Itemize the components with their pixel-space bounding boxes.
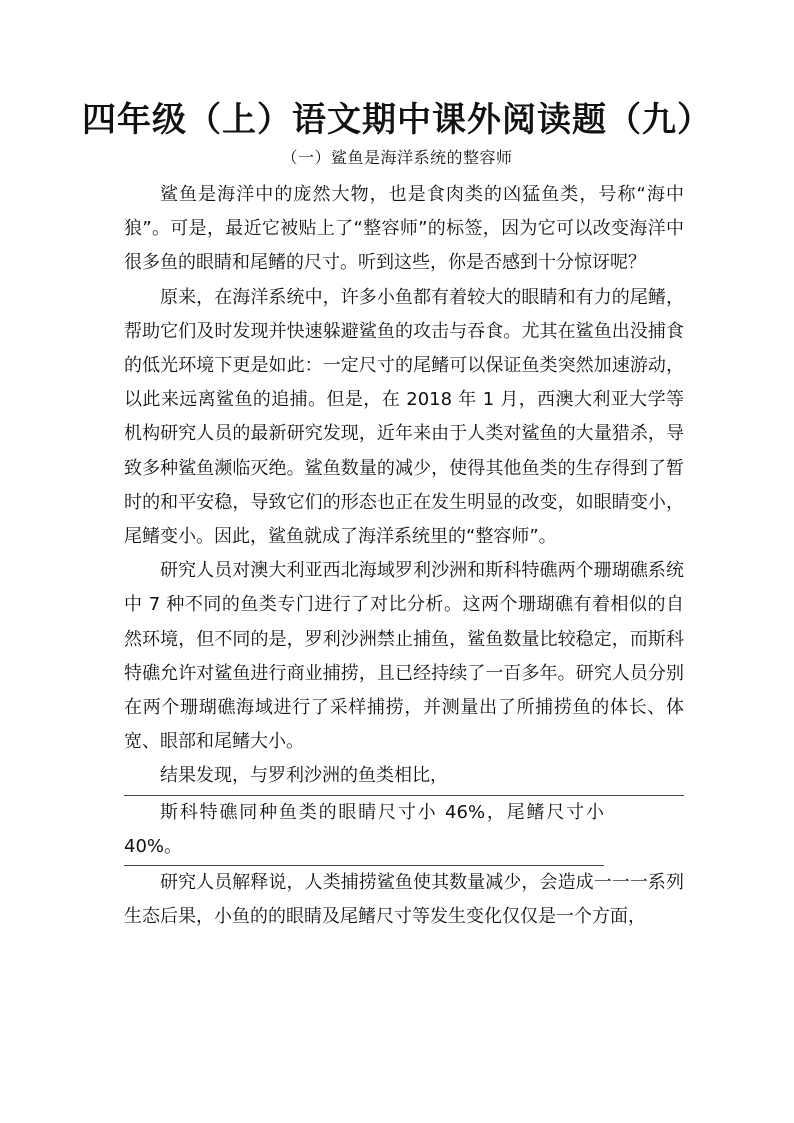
underlined-result-sentence-part-2: 斯科特礁同种鱼类的眼睛尺寸小 46%，尾鳍尺寸小 40%。 — [124, 796, 604, 866]
paragraph-4: 研究人员解释说，人类捕捞鲨鱼使其数量减少，会造成一一一系列生态后果，小鱼的的眼睛及尾鳍尺寸等发生变化仅仅是一个方面， — [124, 872, 684, 928]
passage-subtitle: （一）鲨鱼是海洋系统的整容师 — [281, 148, 513, 167]
document-title: 四年级（上）语文期中课外阅读题（九） — [82, 100, 712, 140]
passage-body — [124, 178, 684, 934]
paragraph-2: 原来，在海洋系统中，许多小鱼都有着较大的眼睛和有力的尾鳍，帮助它们及时发现并快速躲避鲨鱼的攻击与吞食。尤其在鲨鱼出没捕食的低光环境下更是如此：一定尺寸的尾鳍可以保证鱼类突然加速游动，以此来远离鲨鱼的追捕。但是，在 2018 年 1 月，西澳大利亚大学等机构研究人员的最新研究发现，近年来由于人类对鲨鱼的大量猎杀，导致多种鲨鱼濒临灭绝。鲨鱼数量的减少，使得其他鱼类的生存得到了暂时的和平安稳，导致它们的形态也正在发生明显的改变，如眼睛变小，尾鳍变小。因此，鲨鱼就成了海洋系统里的“整容师”。 — [124, 286, 684, 548]
paragraph-3 — [124, 554, 684, 866]
paragraph-3-main-text: 研究人员对澳大利亚西北海域罗利沙洲和斯科特礁两个珊瑚礁系统中 7 种不同的鱼类专门进行了对比分析。这两个珊瑚礁有着相似的自然环境，但不同的是，罗利沙洲禁止捕鱼，鲨鱼数量比较稳定，而斯科特礁允许对鲨鱼进行商业捕捞，且已经持续了一百多年。研究人员分别在两个珊瑚礁海域进行了采样捕捞，并测量出了所捕捞鱼的体长、体宽、眼部和尾鳍大小。 — [124, 560, 684, 753]
underlined-result-sentence-part-1: 结果发现，与罗利沙洲的鱼类相比， — [124, 759, 684, 795]
paragraph-1: 鲨鱼是海洋中的庞然大物，也是食肉类的凶猛鱼类，号称“海中狼”。可是，最近它被贴上了“整容师”的标签，因为它可以改变海洋中很多鱼的眼睛和尾鳍的尺寸。听到这些，你是否感到十分惊讶呢？ — [124, 184, 684, 274]
